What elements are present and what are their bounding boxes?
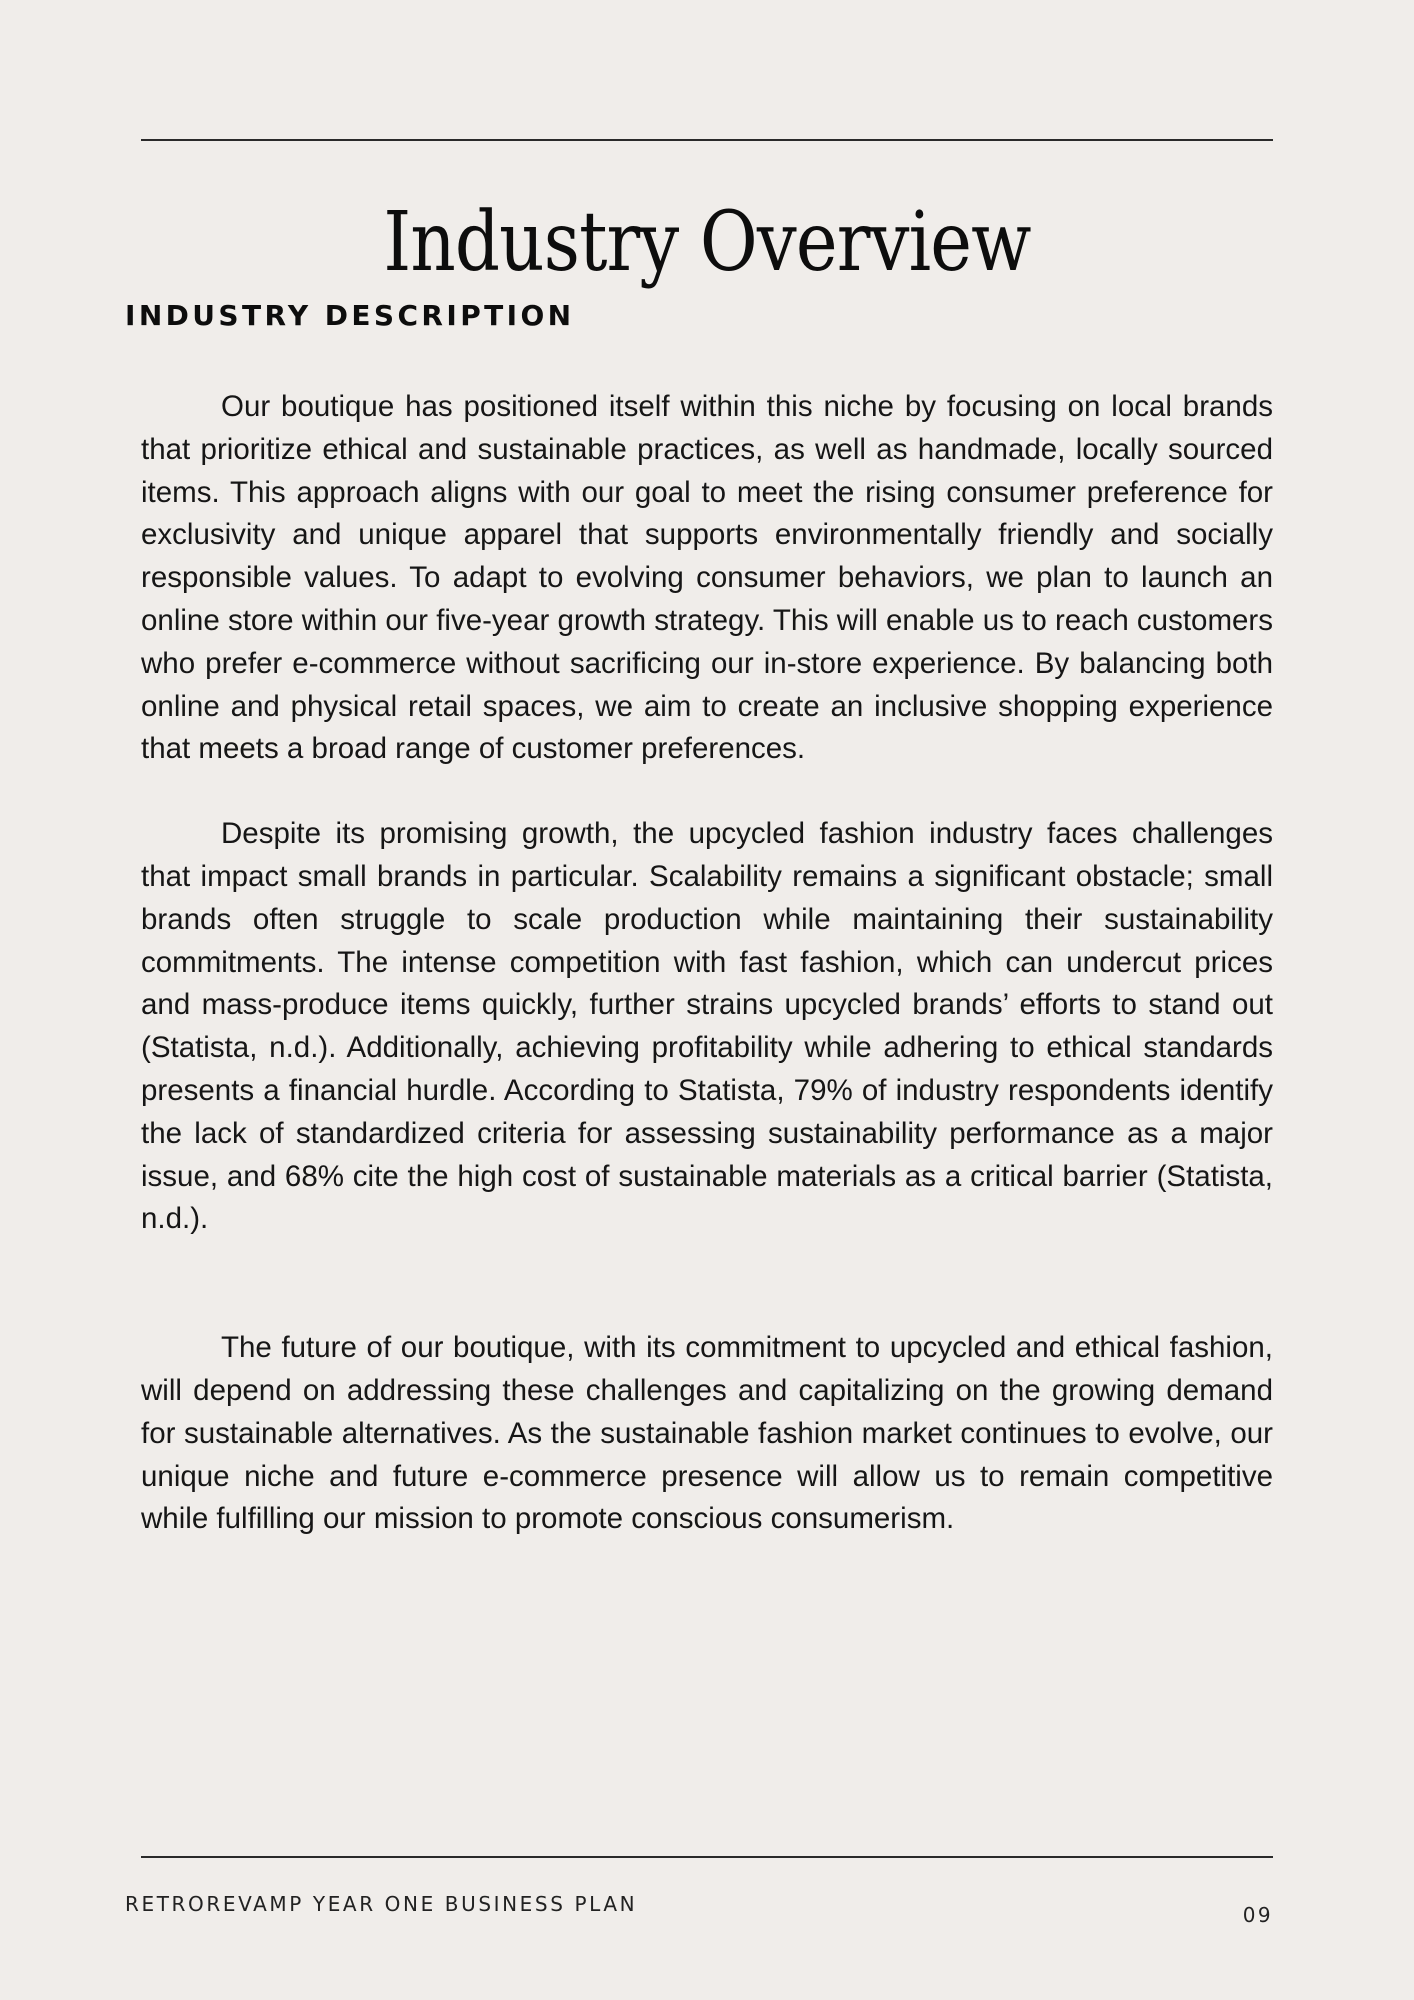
- section-heading: INDUSTRY DESCRIPTION: [125, 299, 575, 332]
- bottom-divider: [141, 1856, 1273, 1858]
- footer-label: RETROREVAMP YEAR ONE BUSINESS PLAN: [125, 1892, 638, 1916]
- paragraph-industry-challenges: Despite its promising growth, the upcycled fashion industry faces challenges that impact small brands in particular. Scalability remains a significant obstacle; small brands often struggle to scale production while maintaining their sustainability commitments. The intense competition with fast fashion, which can undercut prices and mass-produce items quickly, further strains upcycled brands’ efforts to stand out (Statista, n.d.). Additionally, achieving profitability while adhering to ethical standards presents a financial hurdle. According to Statista, 79% of industry respondents identify the lack of standardized criteria for assessing sustainability performance as a major issue, and 68% cite the high cost of sustainable materials as a critical barrier (Statista, n.d.).: [141, 817, 1273, 1236]
- top-divider: [141, 139, 1273, 141]
- paragraph-business-positioning: Our boutique has positioned itself within this niche by focusing on local brands that prioritize ethical and sustainable practices, as well as handmade, locally sourced items. This approach aligns with our goal to meet the rising consumer preference for exclusivity and unique apparel that supports environmentally friendly and socially responsible values. To adapt to evolving consumer behaviors, we plan to launch an online store within our five-year growth strategy. This will enable us to reach customers who prefer e-commerce without sacrificing our in-store experience. By balancing both online and physical retail spaces, we aim to create an inclusive shopping experience that meets a broad range of customer preferences.: [141, 390, 1273, 766]
- paragraph-future-outlook: The future of our boutique, with its commitment to upcycled and ethical fashion, will depend on addressing these challenges and capitalizing on the growing demand for sustainable alternatives. As the sustainable fashion market continues to evolve, our unique niche and future e-commerce presence will allow us to remain competitive while fulfilling our mission to promote conscious consumerism.: [141, 1331, 1273, 1536]
- page-number: 09: [1242, 1903, 1273, 1927]
- page-title: Industry Overview: [383, 195, 1031, 290]
- body-text: [141, 386, 1273, 1541]
